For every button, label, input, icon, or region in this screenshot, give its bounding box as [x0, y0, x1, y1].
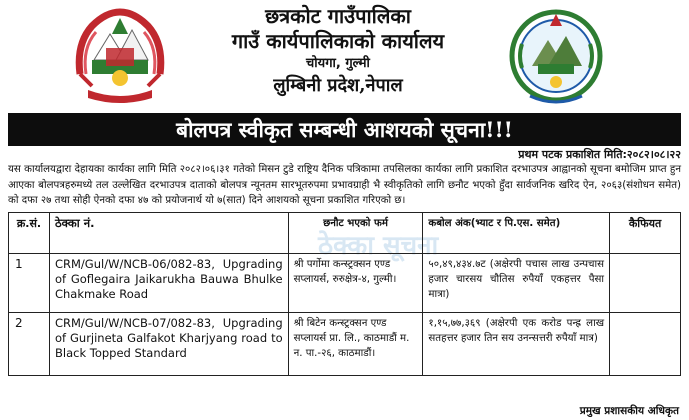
- office-address: चोयगा, गुल्मी: [306, 56, 370, 71]
- province-name: लुम्बिनी प्रदेश,नेपाल: [273, 75, 403, 96]
- row-sn: 2: [9, 313, 50, 376]
- municipality-name: छत्रकोट गाउँपालिका: [265, 4, 411, 28]
- row-contract-no: CRM/Gul/W/NCB-07/082-83, Upgrading of Gurjineta Galfakot Kharjyang road to Black Topped Standard: [49, 313, 288, 376]
- published-date: प्रथम पटक प्रकाशित मिति:२०८२।०८।२२: [518, 148, 681, 161]
- row-selected-firm: श्री बिटेन कन्स्ट्रक्सन एण्ड सप्लायर्स प्रा. लि., काठमाडौं म. न. पा.-२६, काठमाडौं।: [288, 313, 423, 376]
- row-remarks: [610, 254, 681, 313]
- row-selected-firm: श्री पर्गोमा कन्स्ट्रक्सन एण्ड सप्लायर्स, रुरुक्षेत्र-४, गुल्मी।: [288, 254, 423, 313]
- notice-title: बोलपत्र स्वीकृत सम्बन्धी आशयको सूचना!!!: [176, 117, 513, 142]
- municipality-logo-icon: [508, 4, 604, 108]
- signatory-title: प्रमुख प्रशासकीय अधिकृत: [579, 405, 679, 417]
- row-bid-amount: १,१५,७७,३६९ (अक्षेरपी एक करोड पन्ह्र लाख सतहत्तर हजार तिन सय उनन्सत्तरी रुपैयाँ मात्र): [423, 313, 610, 376]
- header-sn: क्र.सं.: [9, 213, 50, 254]
- header-contract-no: ठेक्का नं.: [49, 213, 288, 254]
- header-remarks: कैफियत: [610, 213, 681, 254]
- office-name: गाउँ कार्यपालिकाको कार्यालय: [231, 29, 445, 53]
- row-contract-no: CRM/Gul/W/NCB-06/082-83, Upgrading of Goflegaira Jaikarukha Bauwa Bhulke Chakmake Road: [49, 254, 288, 313]
- row-bid-amount: ५०,४९,४३४.७ट (अक्षेरपी पचास लाख उन्पचास हजार चारसय चौतिस रुपैयाँ एकहत्तर पैसा मात्रा): [423, 254, 610, 313]
- table-header-row: [9, 213, 681, 254]
- watermark-text: ठेक्का सूचना: [318, 231, 439, 261]
- bid-table: [8, 212, 681, 376]
- table-row: [9, 254, 681, 313]
- row-remarks: [610, 313, 681, 376]
- letterhead: [0, 0, 689, 112]
- header-selected-firm: छनौट भएको फर्म: [288, 213, 423, 254]
- header-bid-amount: कबोल अंक(भ्याट र पि.एस. समेत): [423, 213, 610, 254]
- row-sn: 1: [9, 254, 50, 313]
- table-row: [9, 313, 681, 376]
- notice-body: यस कार्यालयद्वारा देहायका कार्यका लागि मिति २०८२।०६।३१ गतेको मिसन टुडे राष्ट्रिय दैनिक पत्रिकामा तपसिलका कार्यका लागि प्रकाशित दरभाउपत्र आह्वानको सूचना बमोजिम प्राप्त हुन आएका बोलपत्रहरुमध्ये तल उल्लेखित दरभाउपत्र दाताको बोलपत्र न्यूनतम सारभूतरुपमा प्रभावग्राही भै स्वीकृतिको लागि छनौट भएको हुँदा सार्वजनिक खरिद ऐन, २०६३(संशोधन समेत) को दफा २७ तथा सोही ऐनको दफा ४७ को प्रयोजनार्थ यो ७(सात) दिने आशयको सूचना प्रकाशित गरिएको छ।: [8, 164, 681, 206]
- nepal-coat-of-arms-icon: [72, 4, 168, 108]
- notice-banner: [8, 113, 681, 146]
